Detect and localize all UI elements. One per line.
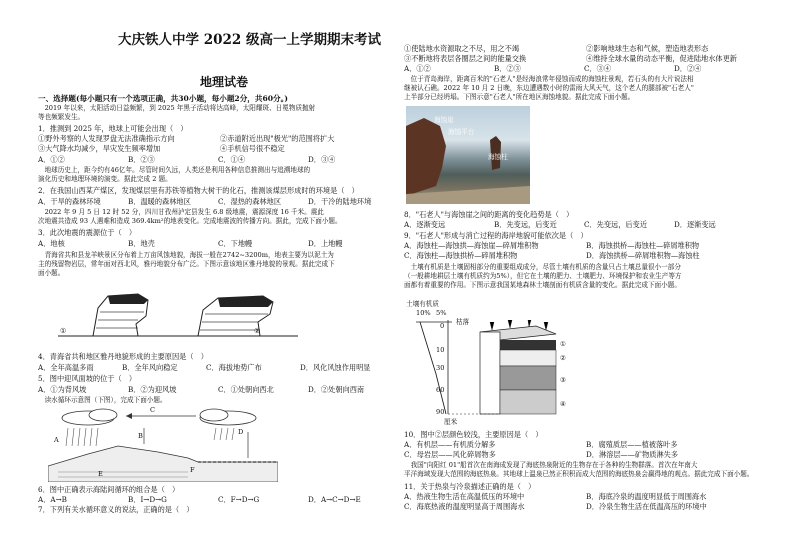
option: C．海底热液的温度明显高于周围海水 — [404, 502, 525, 511]
photo-label: 海蚀柱 — [488, 153, 508, 161]
option: ③大气降水均减少，旱灾发生频率增加 — [38, 144, 161, 153]
passage-text: 上半部分已经坍塌。下图示意"石老人"所在地区海蚀地貌。据此完成下面小题。 — [404, 93, 635, 101]
option: B．I→D→G — [128, 495, 167, 504]
figure-label: E — [98, 470, 103, 478]
option: D．②处朝向西南 — [308, 385, 365, 394]
yardang-figure — [58, 286, 298, 346]
option: D．淋溶层——矿物质淋失多 — [586, 450, 679, 459]
option: A．A→B — [38, 495, 67, 504]
passage-text: 青海省共和县龙羊峡景区分布着上万亩风蚀地貌，海拔一般在2742~3200m，地表主要为以泥土为 — [38, 251, 334, 259]
answer-choice: B．②③ — [128, 155, 155, 164]
layer-label: ③ — [560, 376, 566, 384]
right-column — [404, 0, 760, 560]
figure-label: F — [190, 466, 195, 474]
option: A．热液生物生活在高温低压的环境中 — [404, 492, 525, 501]
option: C．先变远，后变近 — [584, 220, 648, 229]
option: B．腐殖质层——植被落叶多 — [586, 440, 678, 449]
passage-text: 2022 年 9 月 5 日 12 时 52 分，四川甘孜州泸定县发生 6.8 级地震，震源深度 16 千米。震此 — [38, 208, 324, 216]
passage-text: 主的残留物岩层，常年面对西北风，雅丹地貌分布广泛。下图示意该地区雅丹地貌的景观。据此完成下 — [38, 260, 335, 268]
passage-text: 地球历史上，距今约有46亿年。尽管时间久远，人类还是利用各种信息推测出与追溯地球的 — [38, 166, 311, 174]
figure-label: C — [150, 406, 156, 414]
question-8: 8．"石老人"与海蚀崖之间的距离的变化趋势是（ ） — [404, 210, 574, 219]
answer-choice: D．②④ — [674, 64, 702, 73]
x-tick: 5% — [436, 309, 447, 317]
option: C．母岩层——风化碎屑物多 — [404, 450, 496, 459]
option: B．温暖的森林地区 — [128, 197, 191, 206]
option: ①野外考察的人发现罗盘无法准确指示方向 — [38, 134, 175, 143]
option: C．海拔地势广布 — [206, 363, 262, 372]
option: D．A→C→D→E — [308, 495, 361, 504]
figure-label: ① — [60, 326, 67, 335]
option: B．全年风向稳定 — [122, 363, 178, 372]
cloud-left — [62, 409, 117, 425]
passage-text: 次地震共造成 93 人遇难和造成 369.4km²的地表变化。完成地震波的传播方向。据此，完成下面小题。 — [38, 217, 342, 225]
passage-text: 平洋海域发现大范围的海底热泉。其地球上温泉已然正积积而成大范围的海底热泉会赢得地的观点。据此完成下面小题。 — [404, 470, 754, 478]
answer-choice: A．①② — [38, 155, 65, 164]
rain-left — [66, 428, 98, 446]
x-tick: 10% — [416, 309, 431, 317]
passage-text: （一般耕地耕层土壤有机质约为5%），但它在土壤的肥力、土壤肥力、环境保护和农业生产等方 — [404, 272, 682, 280]
question-9: 9．"石老人"形成与消亡过程的海岸地貌可能依次是（ ） — [404, 231, 588, 240]
layer-4 — [500, 390, 556, 414]
passage-text: 面小题。 — [38, 269, 65, 277]
option: A．逐渐变远 — [404, 220, 446, 229]
question-3: 3．此次地震的震源位于（ ） — [38, 228, 137, 237]
passage-text: 我国"向阳红 01"船首次在南海成发现了海底热泉附近的生物存在于各种的生物群落。首次在年南大 — [404, 461, 698, 469]
option: ②赤道附近出现"极光"的范围将扩大 — [220, 134, 335, 143]
option: ①使陆地水资源取之不尽，用之不竭 — [404, 44, 520, 53]
layer-label: ④ — [560, 400, 566, 408]
layer-1 — [500, 340, 556, 350]
y-axis-label: 土壤有机质 — [406, 300, 439, 308]
option: B．海底冷泉的温度明显低于周围海水 — [586, 492, 707, 501]
figure-label: A — [54, 436, 59, 444]
option: A．①为背风坡 — [38, 385, 87, 394]
question-2: 2．在我国山西某产煤区，发现煤层里有苏铁等植物大树干的化石，推测该煤层形成时的环境是（ ） — [38, 186, 359, 195]
rain-right — [214, 428, 234, 440]
option: A．有机层——有机质分解多 — [404, 440, 496, 449]
option: D．风化风蚀作用明显 — [300, 363, 371, 372]
answer-choice: D．③④ — [308, 155, 336, 164]
question-10: 10．图中②层颜色较浅，主要原因是（ ） — [404, 430, 543, 439]
layer-label: ② — [560, 354, 566, 362]
intro-text: 等也频繁发生。 — [38, 113, 85, 121]
option: B．地壳 — [128, 239, 155, 248]
option: D．干冷的陆地环境 — [308, 197, 372, 206]
figure-label: D — [238, 428, 244, 436]
option: ④维持全球水量的动态平衡，促进陆地水体更新 — [586, 54, 737, 63]
layer-2 — [500, 350, 556, 366]
answer-choice: B．②③ — [494, 64, 521, 73]
passage-text: 演化历史和地理环境的演变。据此完成 2 题。 — [38, 175, 172, 183]
yardang-right — [198, 296, 273, 336]
passage-text: 位于青岛海岸，距离百米的"石老人"是经海浪常年侵蚀而成的海蚀柱景观，若石头的有大片说法相 — [404, 75, 694, 83]
soil-profile-figure — [408, 318, 588, 428]
left-column — [38, 0, 394, 560]
figure-label: ② — [254, 326, 261, 335]
passage-text: 读水循环示意图（下图），完成下面小题。 — [38, 396, 167, 404]
option: A．海蚀柱—海蚀拱—海蚀崖—碎屑堆积物 — [404, 241, 539, 250]
photo-label: 海蚀崖 — [434, 116, 454, 124]
option: C．下地幔 — [218, 239, 253, 248]
depth-tick: 90 — [436, 408, 445, 416]
soil-block — [480, 320, 556, 414]
land-sea-profile — [48, 446, 278, 482]
option: B．②为迎风坡 — [128, 385, 177, 394]
question-11: 11．关于热泉与冷泉描述正确的是（ ） — [404, 482, 536, 491]
option: D．逐渐变远 — [674, 220, 716, 229]
photo-label: 海蚀平台 — [448, 128, 475, 136]
sea-stack-photo — [406, 106, 530, 204]
yardang-left — [93, 294, 148, 336]
figure-label: B — [138, 432, 143, 440]
depth-unit: 厘米 — [444, 418, 458, 426]
question-1: 1．推测到 2025 年，地球上可能会出现（ ） — [38, 124, 188, 133]
passage-text: 面都有着重要的作用。下图示意我国某地森林土壤剖面有机质含量的变化。据此完成下面小题。 — [404, 281, 681, 289]
answer-choice: C．①④ — [218, 155, 246, 164]
layer-label: ① — [560, 340, 566, 348]
depth-tick: 0 — [440, 322, 445, 330]
option: A．地核 — [38, 239, 65, 248]
option: B．先变远，后变近 — [494, 220, 557, 229]
option: B．海蚀拱桥—海蚀柱—碎屑堆积物 — [586, 241, 700, 250]
option: ③不断地将表层各圈层之间的能量交换 — [404, 54, 527, 63]
option: D．海蚀拱桥—碎屑堆积物—海蚀柱 — [586, 251, 700, 260]
option: D．上地幔 — [308, 239, 343, 248]
option: A．干旱的森林环境 — [38, 197, 101, 206]
depth-tick: 10 — [436, 346, 445, 354]
option: C．湿热的森林地区 — [218, 197, 282, 206]
question-5: 5．图中迎风面坡的位于（ ） — [38, 374, 137, 383]
exam-title: 大庆铁人中学 2022 级高一上学期期末考试 — [118, 32, 381, 48]
depth-tick: 60 — [436, 386, 445, 394]
passage-text: 土壤有机质是土壤固相部分的重要组成成分，尽管土壤有机质的含量只占土壤总量很小一部分 — [404, 263, 681, 271]
depth-tick: 30 — [436, 364, 445, 372]
water-cycle-figure — [48, 406, 278, 482]
option: ②影响地球生态和气候，塑造地表形态 — [586, 44, 709, 53]
section-heading: 一、选择题(每小题只有一个选项正确，共30小题，每小题2分，共60分。) — [38, 94, 289, 103]
question-6: 6．图中正确表示海陆间循环的组合是（ ） — [38, 485, 180, 494]
cloud-right — [200, 409, 256, 425]
answer-choice: C．③④ — [584, 64, 612, 73]
option: D．冷泉生物生活在低温高压的环境中 — [586, 502, 707, 511]
option: C．F→D→G — [218, 495, 260, 504]
passage-text: 继被认石礁。2022 年 10 月 2 日晚，东边遭遇数小时的雷雨大风天气，这个老人的腿部被"石老人" — [404, 84, 694, 92]
option: A．全年高温多雨 — [38, 363, 94, 372]
exam-subtitle: 地理试卷 — [200, 75, 249, 89]
figure-label: 枯落 — [456, 318, 470, 326]
option: C．海蚀柱—海蚀拱桥—碎屑堆积物 — [404, 251, 518, 260]
option: C．①处朝向西北 — [218, 385, 274, 394]
sea-cliff — [406, 118, 446, 196]
layer-3 — [500, 366, 556, 390]
question-4: 4．青海省共和地区雅丹地貌形成的主要原因是（ ） — [38, 352, 208, 361]
option: ④手机信号很不稳定 — [220, 144, 285, 153]
intro-text: 2019 年以来，太阳活动日益频繁，到 2025 年黑子活动将达高峰，太阳耀斑、日冕物质抛射 — [38, 104, 316, 112]
question-7: 7．下列有关水循环意义的说法，正确的是（ ） — [38, 505, 194, 514]
answer-choice: A．①② — [404, 64, 431, 73]
